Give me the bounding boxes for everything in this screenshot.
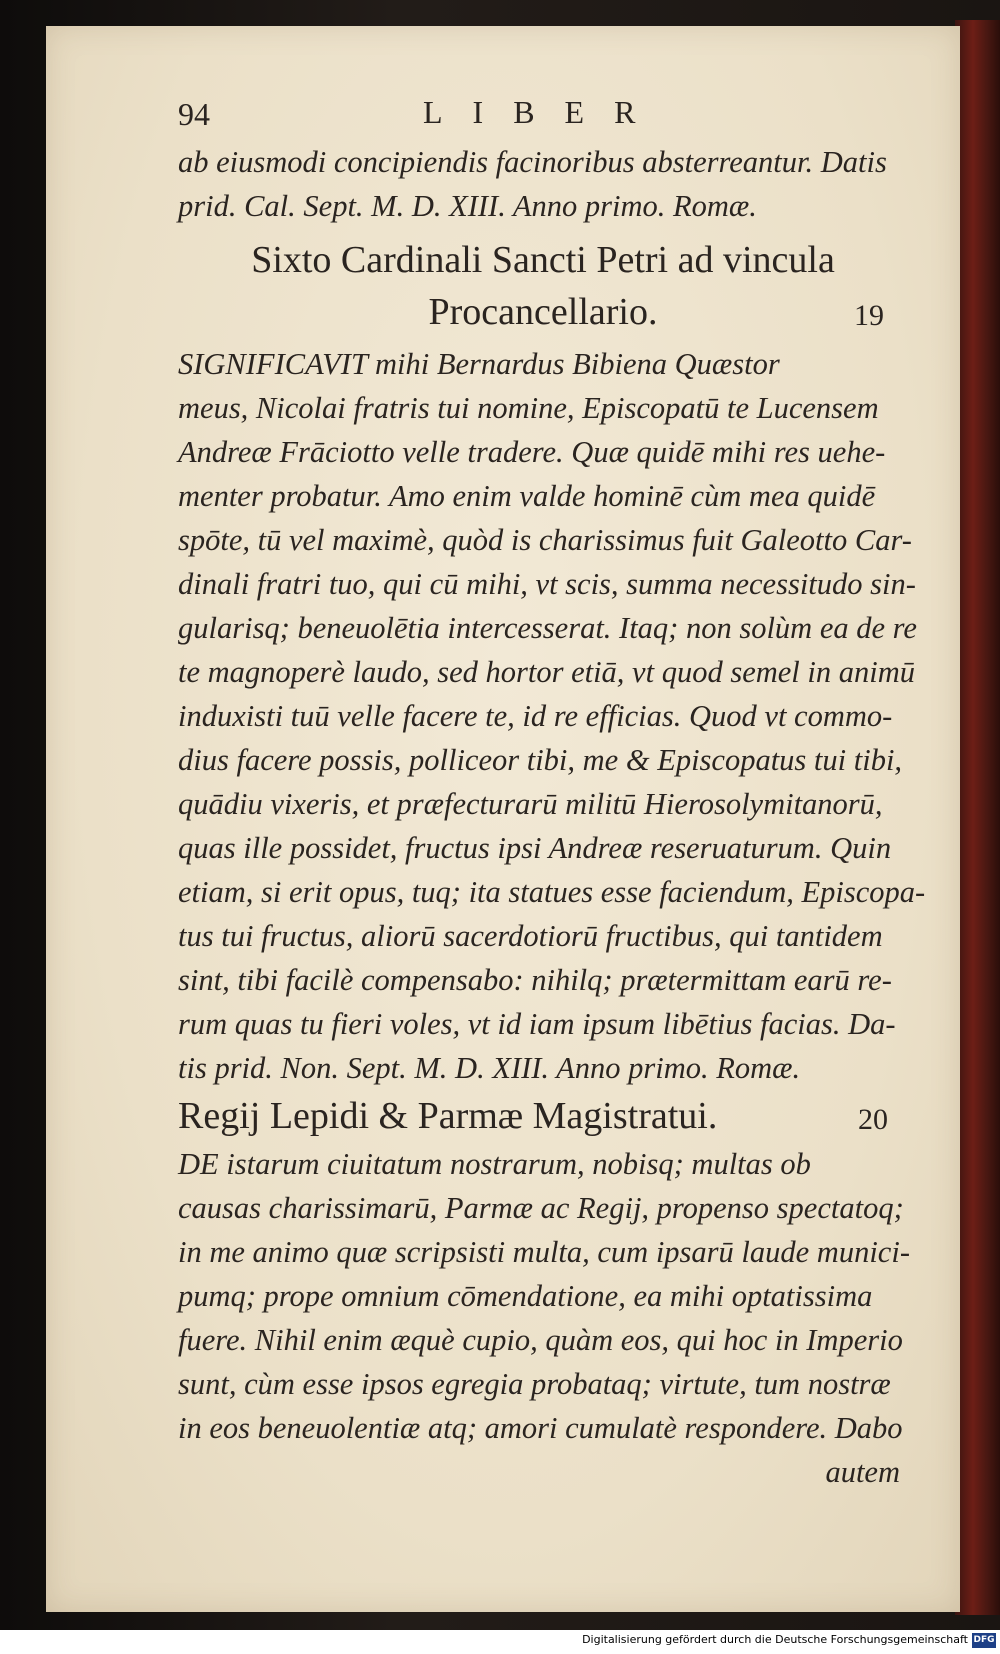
footer-credit: Digitalisierung gefördert durch die Deutsche Forschungsgemeinschaft: [582, 1633, 968, 1646]
letter-heading: [178, 1090, 908, 1142]
text-line: in eos beneuolentiæ atq; amori cumulatè respondere. Dabo: [178, 1411, 903, 1445]
text-line: in me animo quæ scripsisti multa, cum ipsarū laude munici-: [178, 1235, 910, 1269]
heading-line: Procancellario.: [428, 291, 658, 333]
letter-heading: [178, 286, 908, 338]
letter-number: 19: [854, 299, 884, 332]
text-line: SIGNIFICAVIT mihi Bernardus Bibiena Quæstor: [178, 347, 780, 381]
text-line: quādiu vixeris, et præfecturarū militū Hierosolymitanorū,: [178, 787, 883, 821]
text-line: Andreæ Frāciotto velle tradere. Quæ quidē mihi res uehe-: [178, 435, 886, 469]
text-line: gularisq; beneuolētia intercesserat. Itaq; non solùm ea de re: [178, 611, 917, 645]
text-line: sunt, cùm esse ipsos egregia probataq; virtute, tum nostræ: [178, 1367, 891, 1401]
text-line: tis prid. Non. Sept. M. D. XIII. Anno primo. Romæ.: [178, 1051, 801, 1085]
footer-bar: [0, 1630, 1000, 1654]
text-line: causas charissimarū, Parmæ ac Regij, propenso spectatoq;: [178, 1191, 904, 1225]
page-header: [178, 78, 908, 140]
dfg-logo-icon: DFG: [972, 1633, 996, 1648]
book-edge: [955, 20, 1000, 1615]
text-line: menter probatur. Amo enim valde hominē cùm mea quidē: [178, 479, 876, 513]
text-line: rum quas tu fieri voles, vt id iam ipsum libētius facias. Da-: [178, 1007, 896, 1041]
text-line: induxisti tuū velle facere te, id re efficias. Quod vt commo-: [178, 699, 893, 733]
text-line: ab eiusmodi concipiendis facinoribus absterreantur. Datis: [178, 145, 887, 179]
text-line: dinali fratri tuo, qui cū mihi, vt scis, summa necessitudo sin-: [178, 567, 916, 601]
text-line: pumq; prope omnium cōmendatione, ea mihi optatissima: [178, 1279, 873, 1313]
text-line: prid. Cal. Sept. M. D. XIII. Anno primo. Romæ.: [178, 189, 757, 223]
page-number: 94: [178, 96, 210, 132]
text-line: meus, Nicolai fratris tui nomine, Episcopatū te Lucensem: [178, 391, 879, 425]
letter-number: 20: [858, 1103, 888, 1136]
running-head: LIBER: [423, 94, 666, 130]
text-line: spōte, tū vel maximè, quòd is charissimus fuit Galeotto Car-: [178, 523, 912, 557]
heading-line: Regij Lepidi & Parmæ Magistratui.: [178, 1095, 718, 1137]
text-line: sint, tibi facilè compensabo: nihilq; prætermittam earū re-: [178, 963, 892, 997]
page-text: [178, 78, 926, 1494]
text-line: DE istarum ciuitatum nostrarum, nobisq; multas ob: [178, 1147, 811, 1181]
heading-line: Sixto Cardinali Sancti Petri ad vincula: [251, 239, 835, 281]
letter-heading: [178, 234, 908, 286]
text-line: tus tui fructus, aliorū sacerdotiorū fructibus, qui tantidem: [178, 919, 883, 953]
text-line: te magnoperè laudo, sed hortor etiā, vt quod semel in animū: [178, 655, 915, 689]
text-line: quas ille possidet, fructus ipsi Andreæ reseruaturum. Quin: [178, 831, 892, 865]
catchword: autem: [825, 1455, 900, 1489]
text-line: fuere. Nihil enim æquè cupio, quàm eos, qui hoc in Imperio: [178, 1323, 903, 1357]
text-line: dius facere possis, polliceor tibi, me & Episcopatus tui tibi,: [178, 743, 903, 777]
text-line: etiam, si erit opus, tuq; ita statues esse faciendum, Episcopa-: [178, 875, 926, 909]
